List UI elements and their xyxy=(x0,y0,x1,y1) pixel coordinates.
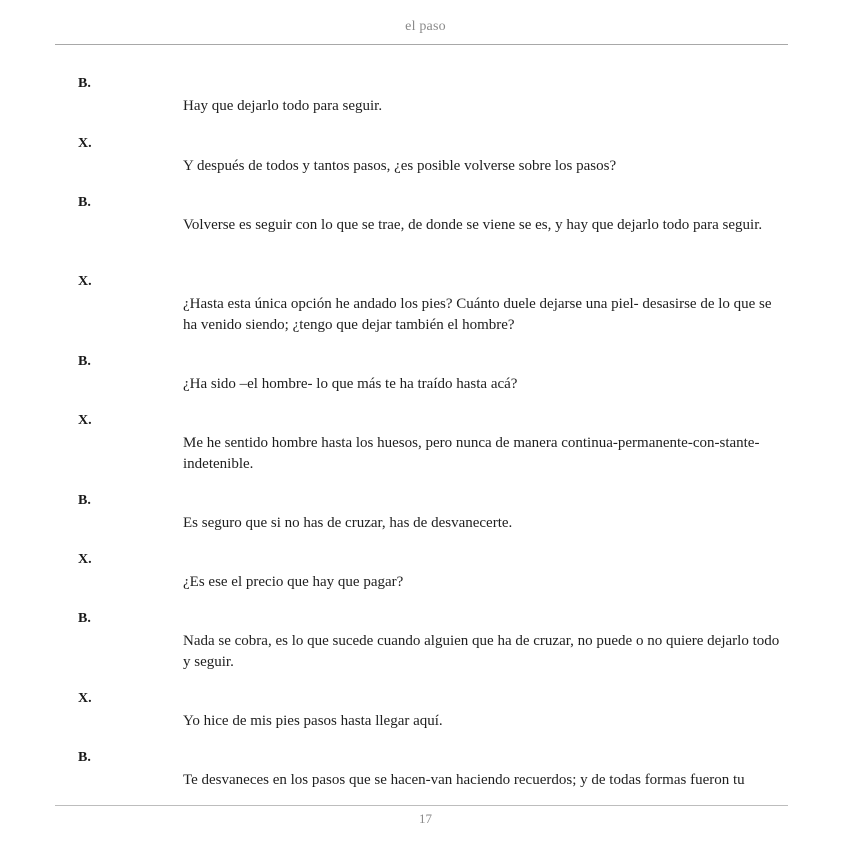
speaker-label: X. xyxy=(78,136,92,151)
speaker-label: B. xyxy=(78,750,91,765)
header-divider xyxy=(55,44,788,45)
footer-divider xyxy=(55,805,788,806)
speaker-label: X. xyxy=(78,691,92,706)
speaker-label: B. xyxy=(78,611,91,626)
speaker-label: B. xyxy=(78,195,91,210)
dialogue-line: Me he sentido hombre hasta los huesos, pero nunca de manera continua-permanente-con-stante-indetenible. xyxy=(183,435,760,472)
running-header-title: el paso xyxy=(405,19,446,34)
dialogue-line: Yo hice de mis pies pasos hasta llegar aquí. xyxy=(183,713,443,729)
dialogue-line: Volverse es seguir con lo que se trae, de donde se viene se es, y hay que dejarlo todo para seguir. xyxy=(183,217,763,233)
dialogue-line: ¿Hasta esta única opción he andado los pies? Cuánto duele dejarse una piel- desasirse de lo que se ha venido siendo; ¿tengo que dejar también el hombre? xyxy=(183,296,772,333)
dialogue-line: Nada se cobra, es lo que sucede cuando alguien que ha de cruzar, no puede o no quiere dejarlo todo y seguir. xyxy=(183,633,780,670)
dialogue-line: Y después de todos y tantos pasos, ¿es posible volverse sobre los pasos? xyxy=(183,158,617,174)
speaker-label: B. xyxy=(78,76,91,91)
speaker-label: X. xyxy=(78,274,92,289)
dialogue-line: ¿Es ese el precio que hay que pagar? xyxy=(183,574,404,590)
speaker-label: B. xyxy=(78,493,91,508)
page-number: 17 xyxy=(419,811,432,826)
dialogue-line: Es seguro que si no has de cruzar, has de desvanecerte. xyxy=(183,515,513,531)
dialogue-line: Te desvaneces en los pasos que se hacen-van haciendo recuerdos; y de todas formas fueron tu xyxy=(183,772,745,788)
speaker-label: X. xyxy=(78,552,92,567)
speaker-label: B. xyxy=(78,354,91,369)
speaker-label: X. xyxy=(78,413,92,428)
dialogue-line: ¿Ha sido –el hombre- lo que más te ha traído hasta acá? xyxy=(183,376,518,392)
dialogue-line: Hay que dejarlo todo para seguir. xyxy=(183,98,383,114)
